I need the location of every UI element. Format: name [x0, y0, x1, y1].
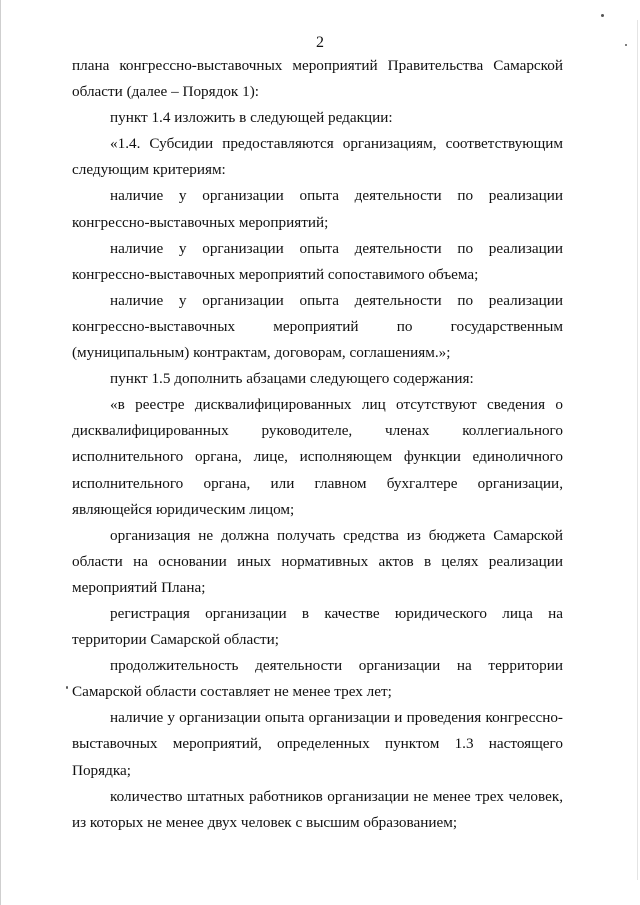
- text-line: Самарской области составляет не менее трех лет;: [72, 683, 392, 701]
- paragraph: [72, 288, 563, 366]
- text-line: являющейся юридическим лицом;: [72, 500, 295, 518]
- paragraph: [72, 601, 563, 653]
- text-line: области на основании иных нормативных актов в целях реализации: [72, 552, 563, 570]
- text-line: выставочных мероприятий, определенных пунктом 1.3 настоящего: [72, 735, 563, 753]
- text-line: следующим критериям:: [72, 161, 226, 179]
- document-body: [72, 53, 563, 836]
- text-line: наличие у организации опыта организации и проведения конгрессно-: [110, 709, 563, 727]
- text-line: (муниципальным) контрактам, договорам, соглашениям.»;: [72, 344, 451, 362]
- paragraph: [72, 653, 563, 705]
- scan-edge-left: [0, 0, 1, 905]
- paragraph: [72, 105, 563, 131]
- text-line: наличие у организации опыта деятельности по реализации: [110, 187, 563, 205]
- text-line: «1.4. Субсидии предоставляются организациям, соответствующим: [110, 135, 563, 153]
- paragraph: [72, 236, 563, 288]
- paragraph: [72, 784, 563, 836]
- text-line: конгрессно-выставочных мероприятий;: [72, 213, 329, 231]
- text-line: области (далее – Порядок 1):: [72, 83, 259, 101]
- paragraph: [72, 705, 563, 783]
- text-line: пункт 1.5 дополнить абзацами следующего содержания:: [110, 370, 474, 388]
- paragraph: [72, 366, 563, 392]
- text-line: продолжительность деятельности организации на территории: [110, 657, 563, 675]
- text-line: пункт 1.4 изложить в следующей редакции:: [110, 109, 393, 127]
- text-line: дисквалифицированных руководителе, членах коллегиального: [72, 422, 563, 440]
- text-line: наличие у организации опыта деятельности по реализации: [110, 291, 563, 309]
- paragraph: [72, 392, 563, 522]
- text-line: конгрессно-выставочных мероприятий по государственным: [72, 317, 563, 335]
- text-line: мероприятий Плана;: [72, 578, 206, 596]
- paragraph: [72, 183, 563, 235]
- text-line: регистрация организации в качестве юридического лица на: [110, 604, 563, 622]
- text-line: Порядка;: [72, 761, 131, 779]
- text-line: из которых не менее двух человек с высшим образованием;: [72, 813, 458, 831]
- paragraph: [72, 131, 563, 183]
- paragraph: [72, 523, 563, 601]
- text-line: плана конгрессно-выставочных мероприятий Правительства Самарской: [72, 57, 563, 74]
- text-line: конгрессно-выставочных мероприятий сопоставимого объема;: [72, 265, 479, 283]
- text-line: исполнительного органа, или главном бухгалтере организации,: [72, 474, 563, 492]
- paragraph: [72, 53, 563, 105]
- page-number: 2: [316, 34, 324, 51]
- text-line: количество штатных работников организации не менее трех человек,: [110, 787, 563, 805]
- text-line: территории Самарской области;: [72, 631, 279, 649]
- text-line: исполнительного органа, лице, исполняющем функции единоличного: [72, 448, 563, 466]
- text-line: организация не должна получать средства из бюджета Самарской: [110, 526, 563, 544]
- scan-speck: [601, 14, 604, 17]
- text-line: «в реестре дисквалифицированных лиц отсутствуют сведения о: [110, 396, 563, 414]
- scan-edge-right: [637, 20, 638, 880]
- text-line: наличие у организации опыта деятельности по реализации: [110, 239, 563, 257]
- scan-speck: [66, 686, 68, 689]
